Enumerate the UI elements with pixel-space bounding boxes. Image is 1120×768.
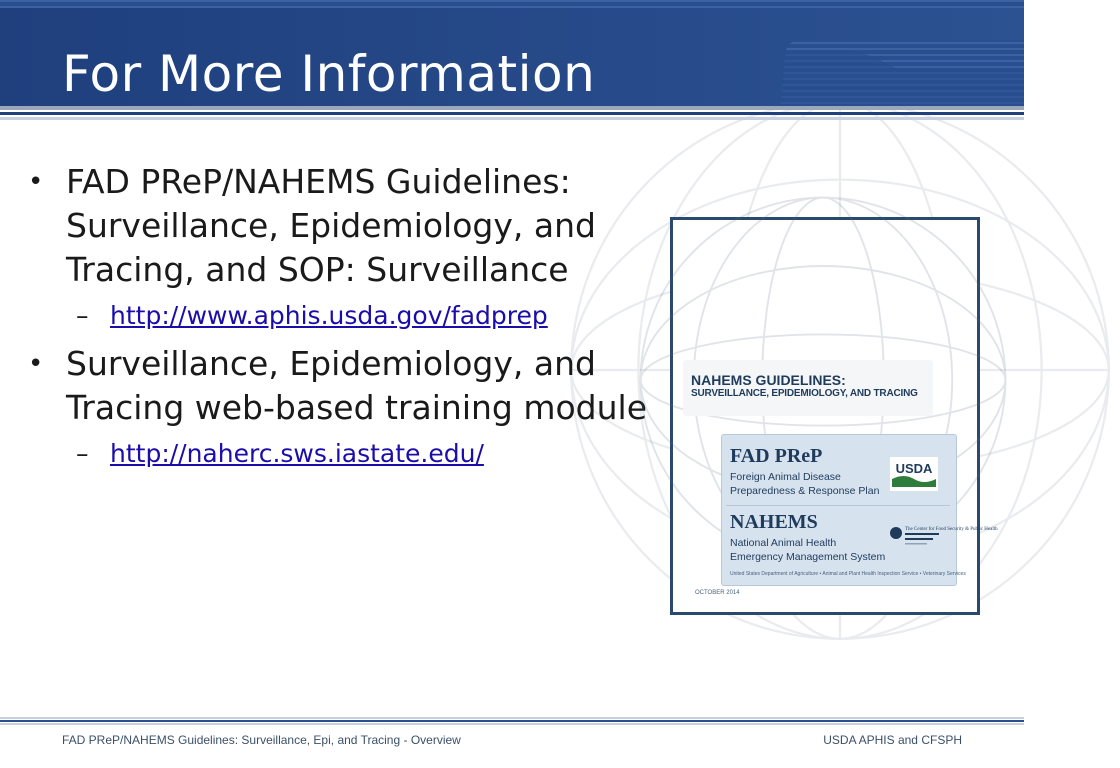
- usda-logo-text: USDA: [895, 461, 933, 476]
- bullet-text: FAD PReP/NAHEMS Guidelines: Surveillance, Epidemiology, and Tracing, and SOP: Surveillance: [66, 162, 596, 289]
- dash-icon: –: [76, 301, 89, 330]
- nahems-line: Emergency Management System: [730, 551, 886, 563]
- fad-prep-line: Foreign Animal Disease: [730, 471, 841, 483]
- fad-prep-line: Preparedness & Response Plan: [730, 485, 880, 497]
- cover-agency-line: United States Department of Agriculture • Animal and Plant Health Inspection Service • Veterinary Services: [730, 571, 966, 577]
- cover-date: OCTOBER 2014: [695, 590, 740, 596]
- nahems-title: NAHEMS: [730, 511, 818, 533]
- bullet-item: [28, 342, 668, 430]
- guidelines-cover-image: [670, 217, 998, 615]
- cfsph-logo-icon: [888, 521, 998, 551]
- footer-right-text: USDA APHIS and CFSPH: [823, 733, 962, 747]
- cover-box-divider: [726, 505, 950, 506]
- fad-prep-title: FAD PReP: [730, 445, 823, 467]
- sub-item: [28, 436, 668, 472]
- cfsph-logo-text: The Center for Food Security & Public Health: [905, 527, 998, 532]
- bullet-item: [28, 160, 668, 292]
- dash-icon: –: [76, 439, 89, 468]
- nahems-line: National Animal Health: [730, 537, 837, 549]
- fadprep-link[interactable]: http://www.aphis.usda.gov/fadprep: [110, 301, 548, 330]
- bullet-dot-icon: •: [28, 167, 44, 197]
- footer-rule: [0, 717, 1024, 725]
- sub-item: [28, 298, 668, 334]
- bullet-text: Surveillance, Epidemiology, and Tracing web-based training module: [66, 344, 648, 427]
- header-banner: [0, 0, 1024, 124]
- cover-heading: NAHEMS GUIDELINES:: [691, 372, 846, 388]
- cover-subheading: SURVEILLANCE, EPIDEMIOLOGY, AND TRACING: [691, 388, 918, 399]
- naherc-link[interactable]: http://naherc.sws.iastate.edu/: [110, 439, 484, 468]
- content-area: [28, 160, 668, 480]
- cover-program-box: [721, 434, 998, 586]
- footer-left-text: FAD PReP/NAHEMS Guidelines: Surveillance, Epi, and Tracing - Overview: [62, 733, 461, 747]
- bullet-dot-icon: •: [28, 349, 44, 379]
- usda-logo-icon: [890, 457, 938, 491]
- slide-title: For More Information: [62, 45, 596, 103]
